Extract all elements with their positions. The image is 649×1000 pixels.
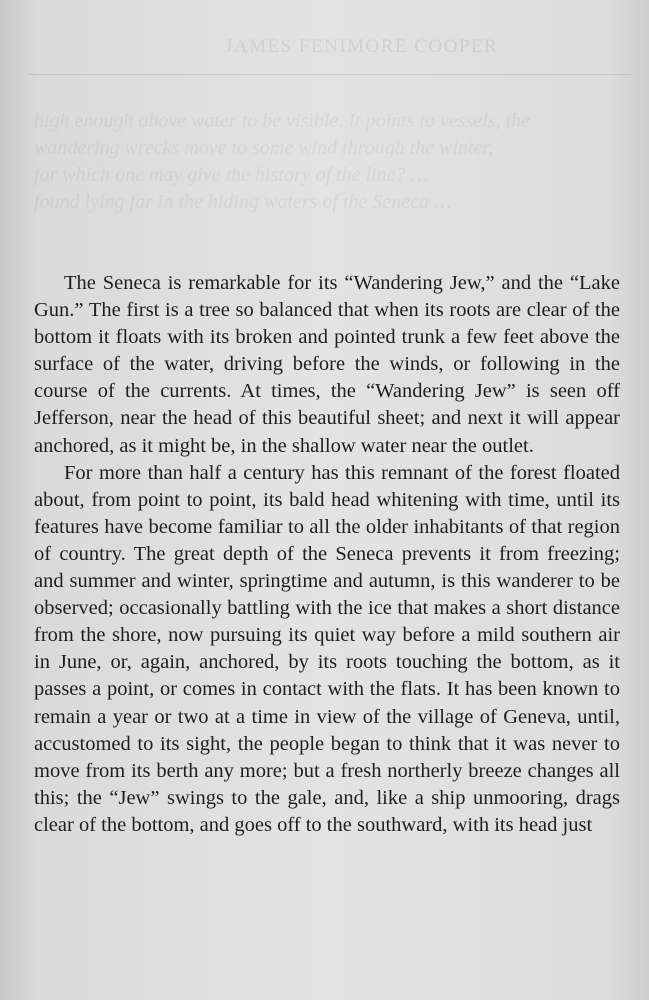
body-text [34,270,620,839]
running-head-bleed-through: JAMES FENIMORE COOPER [225,36,499,57]
header-rule [28,74,631,75]
bleed-through-line: for which one may give the history of the line? … [34,164,429,186]
bleed-through-text [34,108,625,216]
paragraph: The Seneca is remarkable for its “Wandering Jew,” and the “Lake Gun.” The first is a tree so balanced that when its roots are clear of the bottom it floats with its broken and pointed trunk a few feet above the surface of the water, driving before the winds, or following in the course of the currents. At times, the “Wandering Jew” is seen off Jefferson, near the head of this beautiful sheet; and next it will appear anchored, as it might be, in the shallow water near the outlet. [34,272,620,457]
bleed-through-line: wandering wrecks move to some wind through the winter, [34,137,494,159]
bleed-through-line: found lying far in the hiding waters of the Seneca … [34,191,452,213]
paragraph: For more than half a century has this remnant of the forest floated about, from point to point, its bald head whitening with time, until its features have become familiar to all the older inhabitants of that region of country. The great depth of the Seneca prevents it from freezing; and summer and winter, springtime and autumn, is this wanderer to be observed; occasionally battling with the ice that makes a short distance from the shore, now pursuing its quiet way before a mild southern air in June, or, again, anchored, by its roots touching the bottom, as it passes a point, or comes in contact with the flats. It has been known to remain a year or two at a time in view of the village of Geneva, until, accustomed to its sight, the people began to think that it was never to move from its berth any more; but a fresh northerly breeze changes all this; the “Jew” swings to the gale, and, like a ship unmooring, drags clear of the bottom, and goes off to the southward, with its head just [34,461,620,836]
bleed-through-line: high enough above water to be visible. It points to vessels, the [34,110,531,132]
